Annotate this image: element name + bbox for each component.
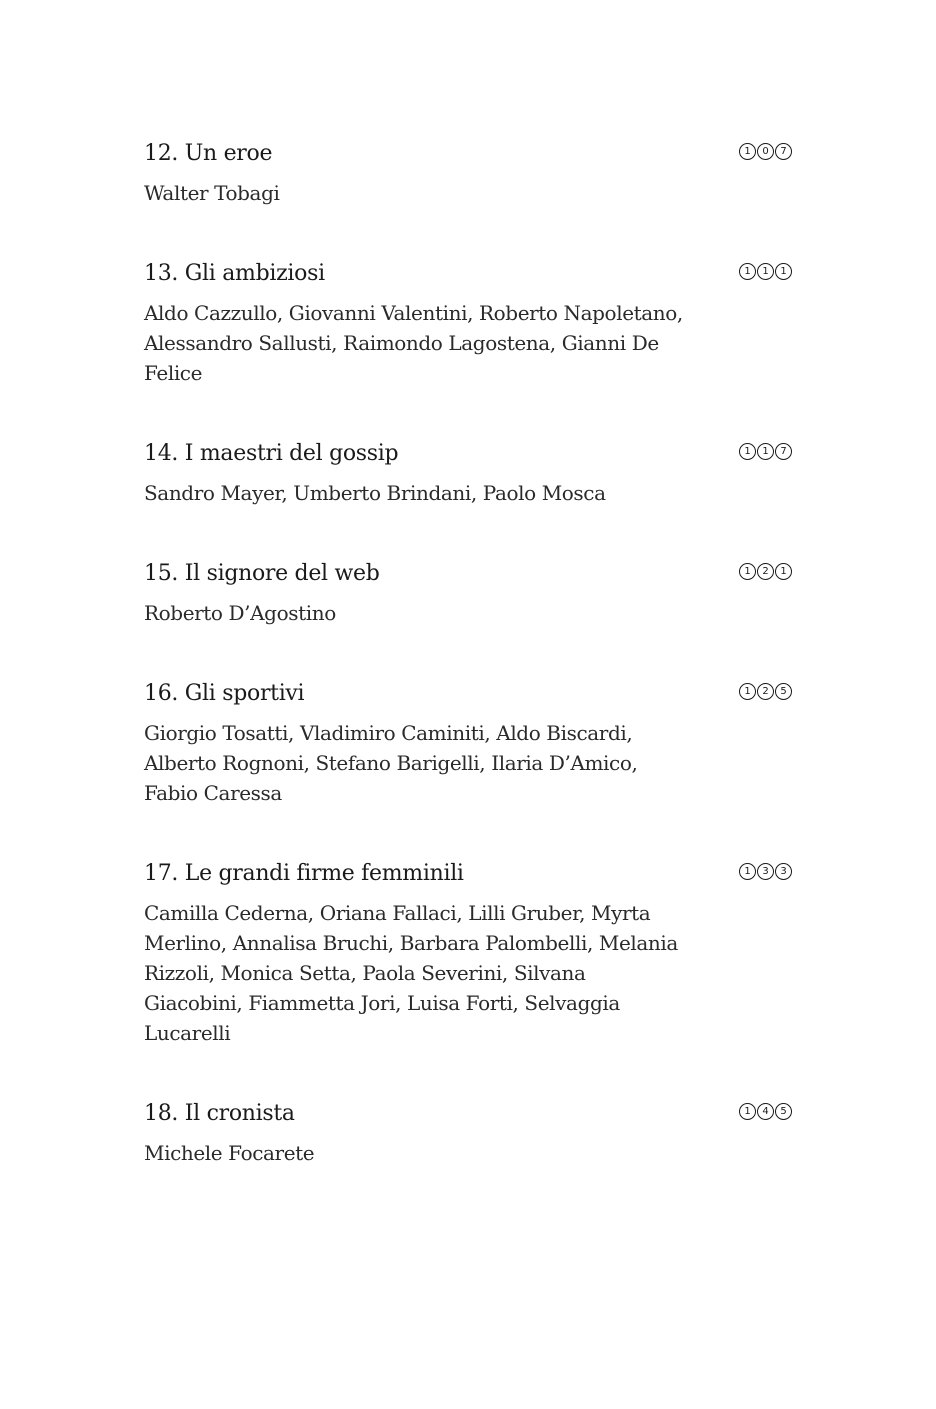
page-number[interactable] — [739, 1103, 792, 1120]
chapter-title[interactable]: 15. Il signore del web — [144, 561, 380, 586]
chapter-authors: Giorgio Tosatti, Vladimiro Caminiti, Aldo Biscardi, Alberto Rognoni, Stefano Barigelli, Ilaria D’Amico, Fabio Caressa — [144, 721, 638, 805]
toc-entry[interactable] — [144, 438, 794, 508]
page-digit: 1 — [757, 443, 774, 460]
page-digit: 7 — [775, 143, 792, 160]
page-digit: 4 — [757, 1103, 774, 1120]
page-digit: 5 — [775, 1103, 792, 1120]
chapter-authors: Walter Tobagi — [144, 181, 280, 205]
page-digit: 1 — [739, 683, 756, 700]
page-digit: 5 — [775, 683, 792, 700]
chapter-authors: Aldo Cazzullo, Giovanni Valentini, Roberto Napoletano, Alessandro Sallusti, Raimondo Lagostena, Gianni De Felice — [144, 301, 683, 385]
page-digit: 1 — [757, 263, 774, 280]
page-digit: 1 — [775, 563, 792, 580]
page-number[interactable] — [739, 443, 792, 460]
page-digit: 1 — [739, 443, 756, 460]
toc-entry[interactable] — [144, 138, 794, 208]
page-digit: 1 — [739, 143, 756, 160]
chapter-title[interactable]: 18. Il cronista — [144, 1101, 295, 1126]
page-digit: 0 — [757, 143, 774, 160]
chapter-title[interactable]: 12. Un eroe — [144, 141, 273, 166]
page-number[interactable] — [739, 143, 792, 160]
chapter-authors: Michele Focarete — [144, 1141, 315, 1165]
toc-entry[interactable] — [144, 858, 794, 1048]
chapter-authors: Sandro Mayer, Umberto Brindani, Paolo Mosca — [144, 481, 606, 505]
table-of-contents — [144, 138, 794, 1218]
chapter-authors: Roberto D’Agostino — [144, 601, 336, 625]
chapter-title[interactable]: 17. Le grandi firme femminili — [144, 861, 464, 886]
page-digit: 3 — [757, 863, 774, 880]
chapter-authors: Camilla Cederna, Oriana Fallaci, Lilli Gruber, Myrta Merlino, Annalisa Bruchi, Barbara Palombelli, Melania Rizzoli, Monica Setta, Paola Severini, Silvana Giacobini, Fiammetta Jori, Luisa Forti, Selvaggia Lucarelli — [144, 901, 678, 1045]
chapter-title[interactable]: 14. I maestri del gossip — [144, 441, 399, 466]
page-digit: 1 — [739, 563, 756, 580]
page-digit: 7 — [775, 443, 792, 460]
toc-entry[interactable] — [144, 258, 794, 388]
page-digit: 1 — [739, 263, 756, 280]
chapter-title[interactable]: 13. Gli ambiziosi — [144, 261, 325, 286]
toc-entry[interactable] — [144, 678, 794, 808]
page-number[interactable] — [739, 863, 792, 880]
chapter-title[interactable]: 16. Gli sportivi — [144, 681, 305, 706]
page-digit: 3 — [775, 863, 792, 880]
page-digit: 1 — [739, 1103, 756, 1120]
page-digit: 1 — [775, 263, 792, 280]
toc-entry[interactable] — [144, 1098, 794, 1168]
page-number[interactable] — [739, 683, 792, 700]
page-digit: 1 — [739, 863, 756, 880]
page-number[interactable] — [739, 263, 792, 280]
page-number[interactable] — [739, 563, 792, 580]
toc-entry[interactable] — [144, 558, 794, 628]
page-digit: 2 — [757, 563, 774, 580]
page-digit: 2 — [757, 683, 774, 700]
